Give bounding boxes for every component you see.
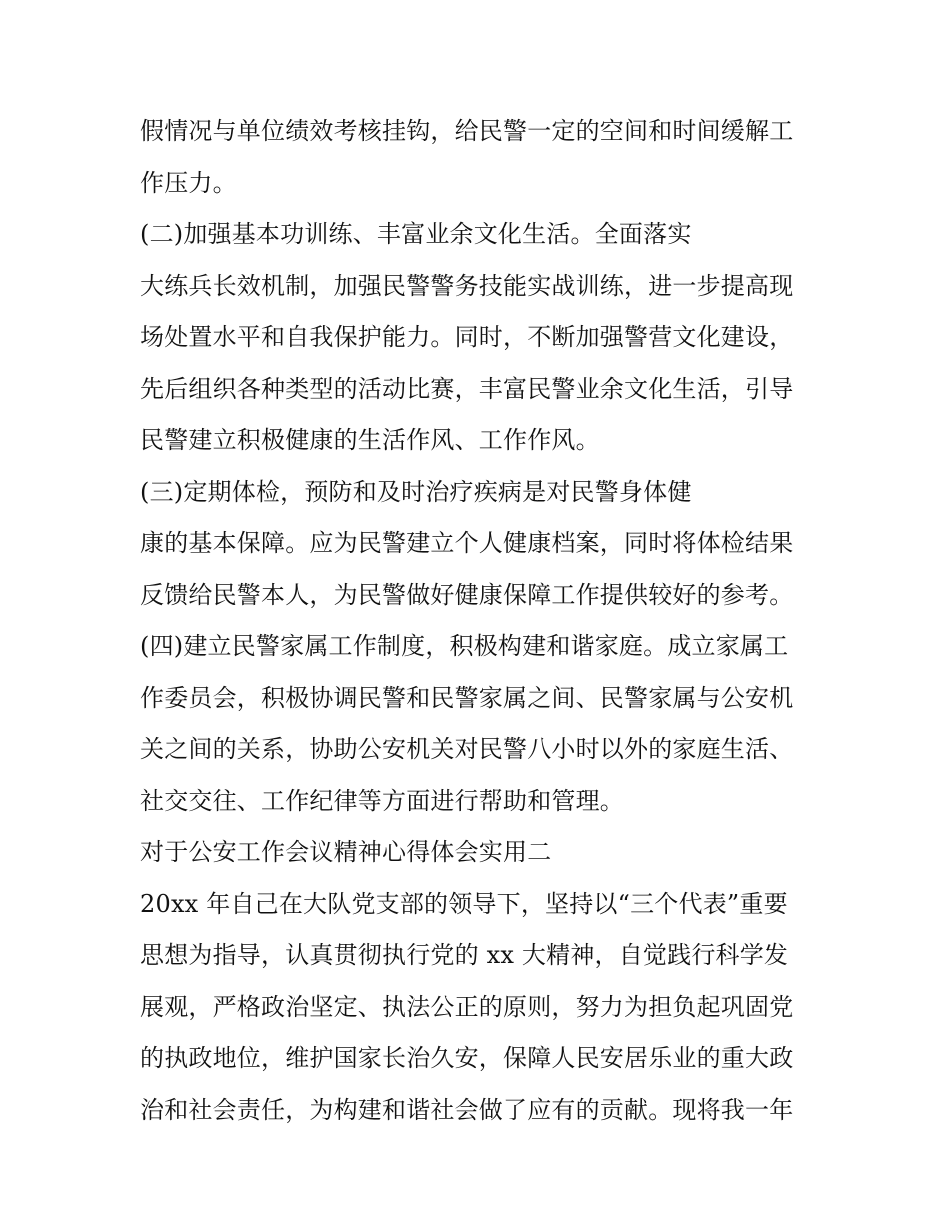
text-line: 民警建立积极健康的生活作风、工作作风。 [140, 426, 600, 454]
text-line: (二)加强基本功训练、丰富业余文化生活。全面落实 [140, 220, 692, 248]
text-line: 康的基本保障。应为民警建立个人健康档案，同时将体检结果 [140, 529, 794, 557]
document-body [140, 106, 830, 1136]
text-line: (三)定期体检，预防和及时治疗疾病是对民警身体健 [140, 477, 692, 506]
text-line: 作压力。 [140, 168, 237, 197]
text-line: 社交交往、工作纪律等方面进行帮助和管理。 [140, 786, 624, 815]
text-line: 治和社会责任，为构建和谐社会做了应有的贡献。现将我一年 [140, 1095, 794, 1124]
text-line: 大练兵长效机制，加强民警警务技能实战训练，进一步提高现 [140, 271, 794, 300]
text-line: 思想为指导，认真贯彻执行党的 xx 大精神，自觉践行科学发 [140, 941, 789, 969]
text-line: 反馈给民警本人，为民警做好健康保障工作提供较好的参考。 [140, 580, 794, 609]
text-line: 假情况与单位绩效考核挂钩，给民警一定的空间和时间缓解工 [140, 117, 794, 145]
text-line: 展观，严格政治坚定、执法公正的原则，努力为担负起巩固党 [140, 992, 794, 1021]
text-line: 作委员会，积极协调民警和民警家属之间、民警家属与公安机 [140, 683, 794, 712]
text-line: 先后组织各种类型的活动比赛，丰富民警业余文化生活，引导 [140, 374, 794, 403]
text-line: (四)建立民警家属工作制度，积极构建和谐家庭。成立家属工 [140, 632, 789, 660]
text-line: 的执政地位，维护国家长治久安，保障人民安居乐业的重大政 [140, 1044, 794, 1072]
text-line: 20xx 年自己在大队党支部的领导下，坚持以“三个代表”重要 [140, 889, 788, 918]
text-line: 关之间的关系，协助公安机关对民警八小时以外的家庭生活、 [140, 735, 794, 763]
text-line: 场处置水平和自我保护能力。同时，不断加强警营文化建设， [140, 323, 794, 351]
section-heading: 对于公安工作会议精神心得体会实用二 [140, 838, 552, 866]
